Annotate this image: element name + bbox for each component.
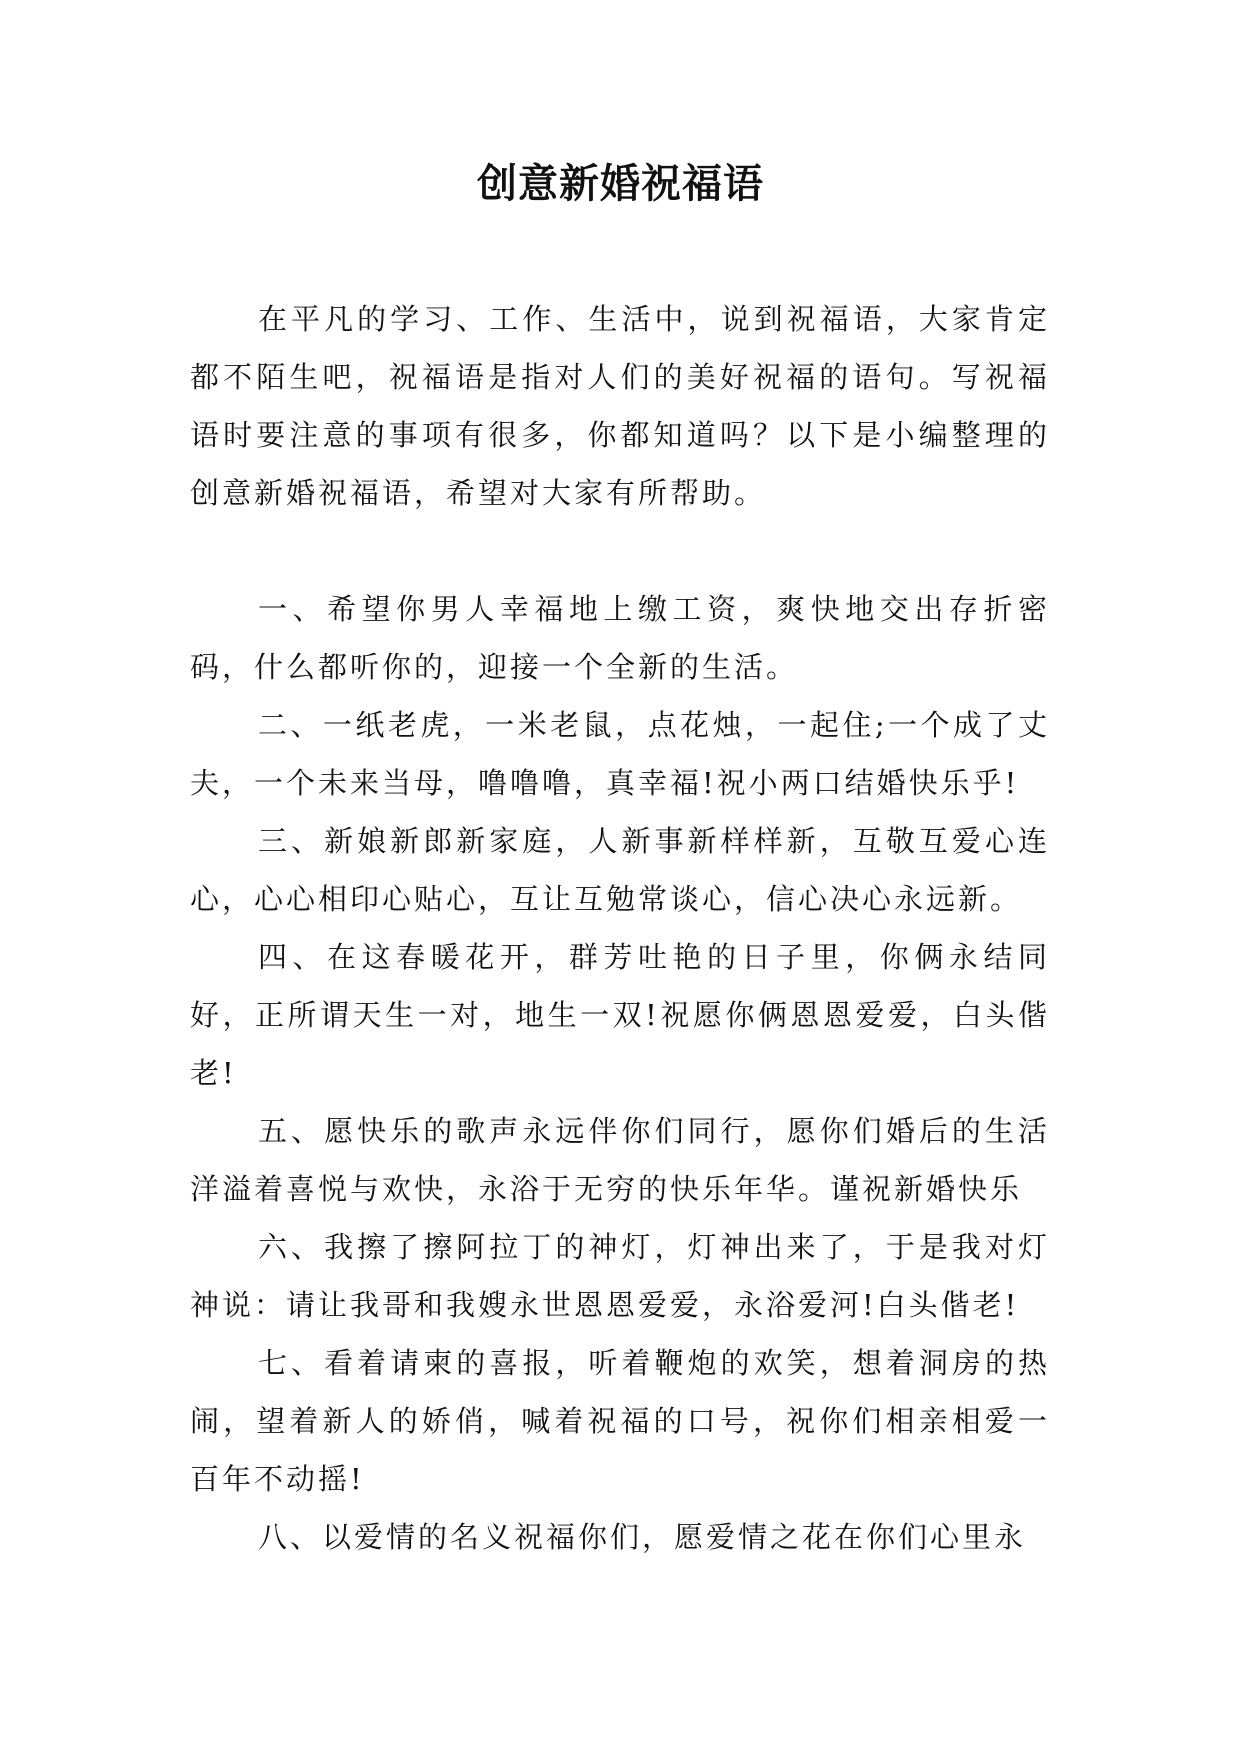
blessing-paragraph-5: 五、愿快乐的歌声永远伴你们同行，愿你们婚后的生活洋溢着喜悦与欢快，永浴于无穷的快乐年华。谨祝新婚快乐 [190,1114,1050,1206]
blessing-paragraph-6: 六、我擦了擦阿拉丁的神灯，灯神出来了，于是我对灯神说：请让我哥和我嫂永世恩恩爱爱，永浴爱河!白头偕老! [190,1230,1050,1322]
intro-paragraph: 在平凡的学习、工作、生活中，说到祝福语，大家肯定都不陌生吧，祝福语是指对人们的美好祝福的语句。写祝福语时要注意的事项有很多，你都知道吗？以下是小编整理的创意新婚祝福语，希望对大家有所帮助。 [190,302,1050,510]
blessing-paragraph-4: 四、在这春暖花开，群芳吐艳的日子里，你俩永结同好，正所谓天生一对，地生一双!祝愿你俩恩恩爱爱，白头偕老! [190,940,1050,1090]
document-title: 创意新婚祝福语 [477,160,764,207]
document-body [190,290,1050,1566]
blessing-paragraph-3: 三、新娘新郎新家庭，人新事新样样新，互敬互爱心连心，心心相印心贴心，互让互勉常谈心，信心决心永远新。 [190,824,1050,916]
blessing-paragraph-7: 七、看着请柬的喜报，听着鞭炮的欢笑，想着洞房的热闹，望着新人的娇俏，喊着祝福的口号，祝你们相亲相爱一百年不动摇! [190,1346,1050,1496]
blessing-paragraph-1: 一、希望你男人幸福地上缴工资，爽快地交出存折密码，什么都听你的，迎接一个全新的生活。 [190,592,1050,684]
blessing-paragraph-2: 二、一纸老虎，一米老鼠，点花烛，一起住;一个成了丈夫，一个未来当母，噜噜噜，真幸福!祝小两口结婚快乐乎! [190,708,1050,800]
blessing-paragraph-8: 八、以爱情的名义祝福你们，愿爱情之花在你们心里永 [258,1520,1027,1554]
